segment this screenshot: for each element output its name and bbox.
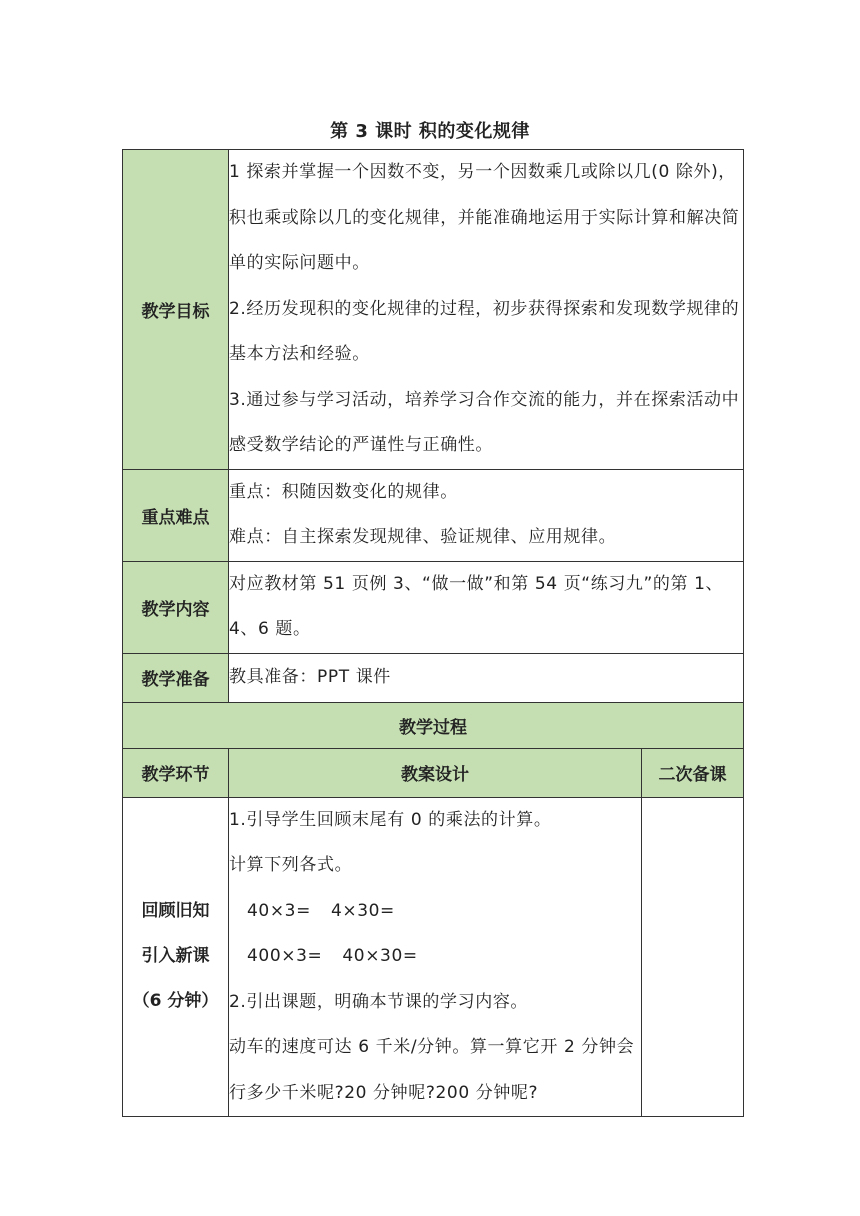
preparation-text: 教具准备：PPT 课件: [229, 653, 744, 702]
review-row: [123, 797, 744, 1117]
review-line: 动车的速度可达 6 千米/分钟。算一算它开 2 分钟会行多少千米呢?20 分钟呢?200 分钟呢?: [229, 1037, 635, 1103]
review-stage-cell: [123, 797, 229, 1117]
process-label: 教学过程: [123, 702, 744, 748]
content-text: 对应教材第 51 页例 3、“做一做”和第 54 页“练习九”的第 1、4、6 题。: [229, 561, 744, 653]
difficulty-item: 难点：自主探索发现规律、验证规律、应用规律。: [229, 527, 617, 547]
objectives-row: [123, 150, 744, 470]
objective-item: 1 探索并掌握一个因数不变，另一个因数乘几或除以几(0 除外)，积也乘或除以几的变化规律，并能准确地运用于实际计算和解决简单的实际问题中。: [229, 162, 740, 273]
review-notes-cell[interactable]: [642, 797, 744, 1117]
review-line: 计算下列各式。: [229, 855, 353, 875]
page-title: 第 3 课时 积的变化规律: [330, 121, 530, 142]
review-line: 1.引导学生回顾末尾有 0 的乘法的计算。: [229, 809, 552, 830]
content-row: [123, 561, 744, 653]
preparation-row: [123, 653, 744, 702]
lesson-plan-table: [122, 149, 744, 1117]
objective-item: 2.经历发现积的变化规律的过程，初步获得探索和发现数学规律的基本方法和经验。: [229, 298, 740, 364]
process-header-row: [123, 702, 744, 748]
calc-line: 40×3= 4×30=: [247, 900, 395, 921]
key-point-item: 重点：积随因数变化的规律。: [229, 481, 458, 502]
column-header-row: [123, 748, 744, 797]
review-stage-line: 回顾旧知: [141, 901, 210, 922]
key-points-label: 重点难点: [123, 469, 229, 561]
content-label: 教学内容: [123, 561, 229, 653]
key-points-content: [229, 469, 744, 561]
column-stage-header: 教学环节: [123, 748, 229, 797]
preparation-label: 教学准备: [123, 653, 229, 702]
column-design-header: 教案设计: [229, 748, 642, 797]
review-line: 2.引出课题，明确本节课的学习内容。: [229, 991, 529, 1012]
review-design-cell: [229, 797, 642, 1117]
objectives-content: [229, 150, 744, 470]
column-notes-header: 二次备课: [642, 748, 744, 797]
objectives-label: 教学目标: [123, 150, 229, 470]
objective-item: 3.通过参与学习活动，培养学习合作交流的能力，并在探索活动中感受数学结论的严谨性与正确性。: [229, 389, 740, 455]
review-stage-line: 引入新课: [141, 946, 210, 967]
key-points-row: [123, 469, 744, 561]
review-stage-duration: （6 分钟）: [132, 991, 219, 1012]
calc-line: 400×3= 40×30=: [247, 946, 418, 966]
